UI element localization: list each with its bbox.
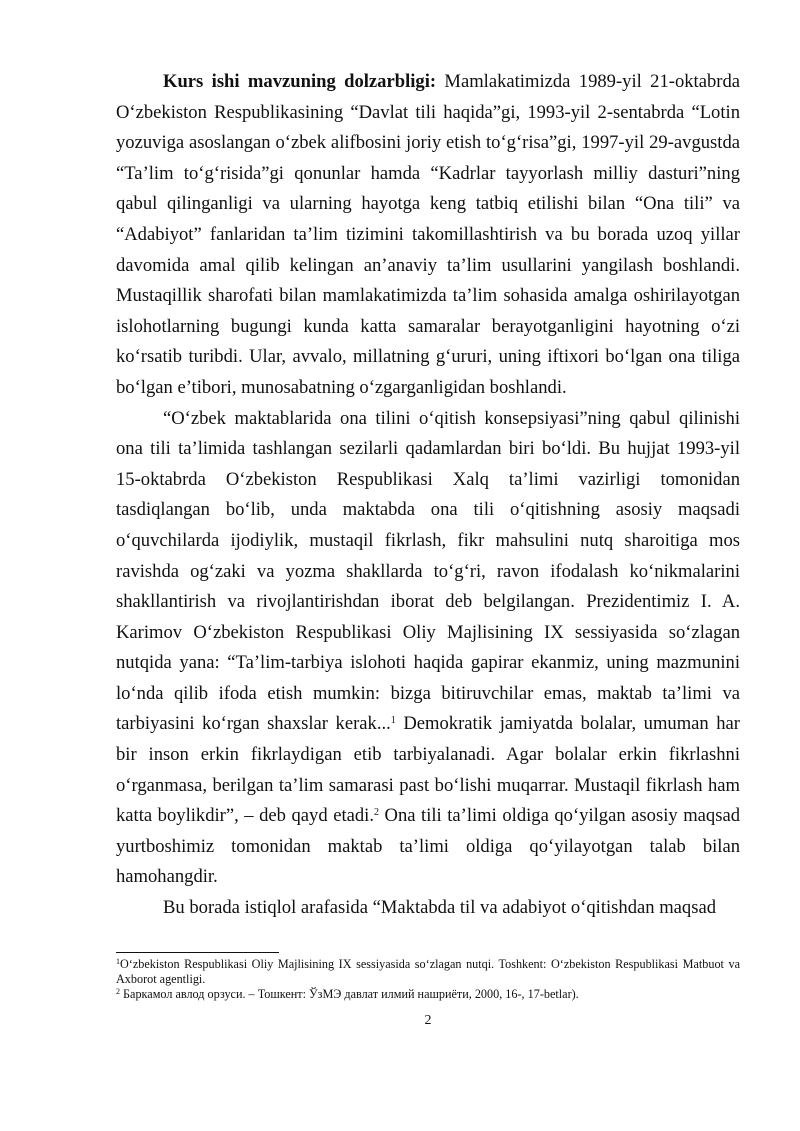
footnote-2-number: 2 xyxy=(116,987,120,996)
paragraph-2-part-3: Ona tili ta’limi oldiga qo‘yilgan asosiy maqsad yurtboshimiz tomonidan maktab ta’limi oldiga qo‘yilayotgan talab bilan hamohangdir. xyxy=(116,805,740,888)
footnote-1-text: O‘zbekiston Respublikasi Oliy Majlisining IX sessiyasida so‘zlagan nutqi. Toshkent: O‘zbekiston Respublikasi Matbuot va Axborot agentligi. xyxy=(116,957,740,986)
paragraph-2-part-1: “O‘zbek maktablarida ona tilini o‘qitish konsepsiyasi”ning qabul qilinishi ona tili ta’limida tashlangan sezilarli qadamlardan biri bo‘ldi. Bu hujjat 1993-yil 15-oktabrda O‘zbekiston Respublikasi Xalq ta’limi vazirligi tomonidan tasdiqlangan bo‘lib, unda maktabda ona tili o‘qitishning asosiy maqsadi o‘quvchilarda ijodiylik, mustaqil fikrlash, fikr mahsulini nutq sharoitiga mos ravishda og‘zaki va yozma shakllarda to‘g‘ri, ravon ifodalash ko‘nikmalarini shakllantirish va rivojlantirishdan iborat deb belgilangan. Prezidentimiz I. A. Karimov O‘zbekiston Respublikasi Oliy Majlisining IX sessiyasida so‘zlagan nutqida yana: “Ta’lim-tarbiya islohoti haqida gapirar ekanmiz, uning mazmunini lo‘nda qilib ifoda etish mumkin: bizga bitiruvchilar emas, maktab ta’limi va tarbiyasini ko‘rgan shaxslar kerak... xyxy=(116,407,740,735)
footnote-ref-2[interactable]: 2 xyxy=(373,807,379,819)
paragraph-2-part-2: Demokratik jamiyatda bolalar, umuman har bir inson erkin fikrlaydigan etib tarbiyalanadi. Agar bolalar erkin fikrlashni o‘rganmasa, berilgan ta’lim samarasi past bo‘lishi muqarrar. Mustaqil fikrlash ham katta boylikdir”, – deb qayd etadi. xyxy=(116,713,741,827)
footnote-2 xyxy=(116,987,740,1002)
body-text xyxy=(116,67,740,924)
paragraph-3 xyxy=(116,893,740,924)
footnote-separator xyxy=(116,952,279,953)
footnote-ref-1[interactable]: 1 xyxy=(390,715,396,727)
footnotes xyxy=(116,957,740,1002)
page-number: 2 xyxy=(424,1013,432,1028)
footnote-1 xyxy=(116,957,740,987)
paragraph-1 xyxy=(116,67,740,404)
paragraph-2 xyxy=(116,404,740,894)
paragraph-3-text: Bu borada istiqlol arafasida “Maktabda til va adabiyot o‘qitishdan maqsad xyxy=(163,897,717,919)
lead-heading: Kurs ishi mavzuning dolzarbligi: xyxy=(163,71,437,92)
footnote-2-text: Баркамол авлод орзуси. – Тошкент: ЎзМЭ давлат илмий нашриёти, 2000, 16-, 17-betlar). xyxy=(120,987,579,1001)
footnote-1-number: 1 xyxy=(116,957,120,966)
paragraph-1-text: Mamlakatimizda 1989-yil 21-oktabrda O‘zbekiston Respublikasining “Davlat tili haqida”gi, 1993-yil 2-sentabrda “Lotin yozuviga asoslangan o‘zbek alifbosini joriy etish to‘g‘risa”gi, 1997-yil 29-avgustda “Ta’lim to‘g‘risida”gi qonunlar hamda “Kadrlar tayyorlash milliy dasturi”ning qabul qilinganligi va ularning hayotga keng tatbiq etilishi bilan “Ona tili” va “Adabiyot” fanlaridan ta’lim tizimini takomillashtirish va bu borada uzoq yillar davomida amal qilib kelingan an’anaviy ta’lim usullarini yangilash boshlandi. Mustaqillik sharofati bilan mamlakatimizda ta’lim sohasida amalga oshirilayotgan islohotlarning bugungi kunda katta samaralar berayotganligini hayotning o‘zi ko‘rsatib turibdi. Ular, avvalo, millatning g‘ururi, uning iftixori bo‘lgan ona tiliga bo‘lgan e’tibori, munosabatning o‘zgarganligidan boshlandi. xyxy=(116,71,740,398)
